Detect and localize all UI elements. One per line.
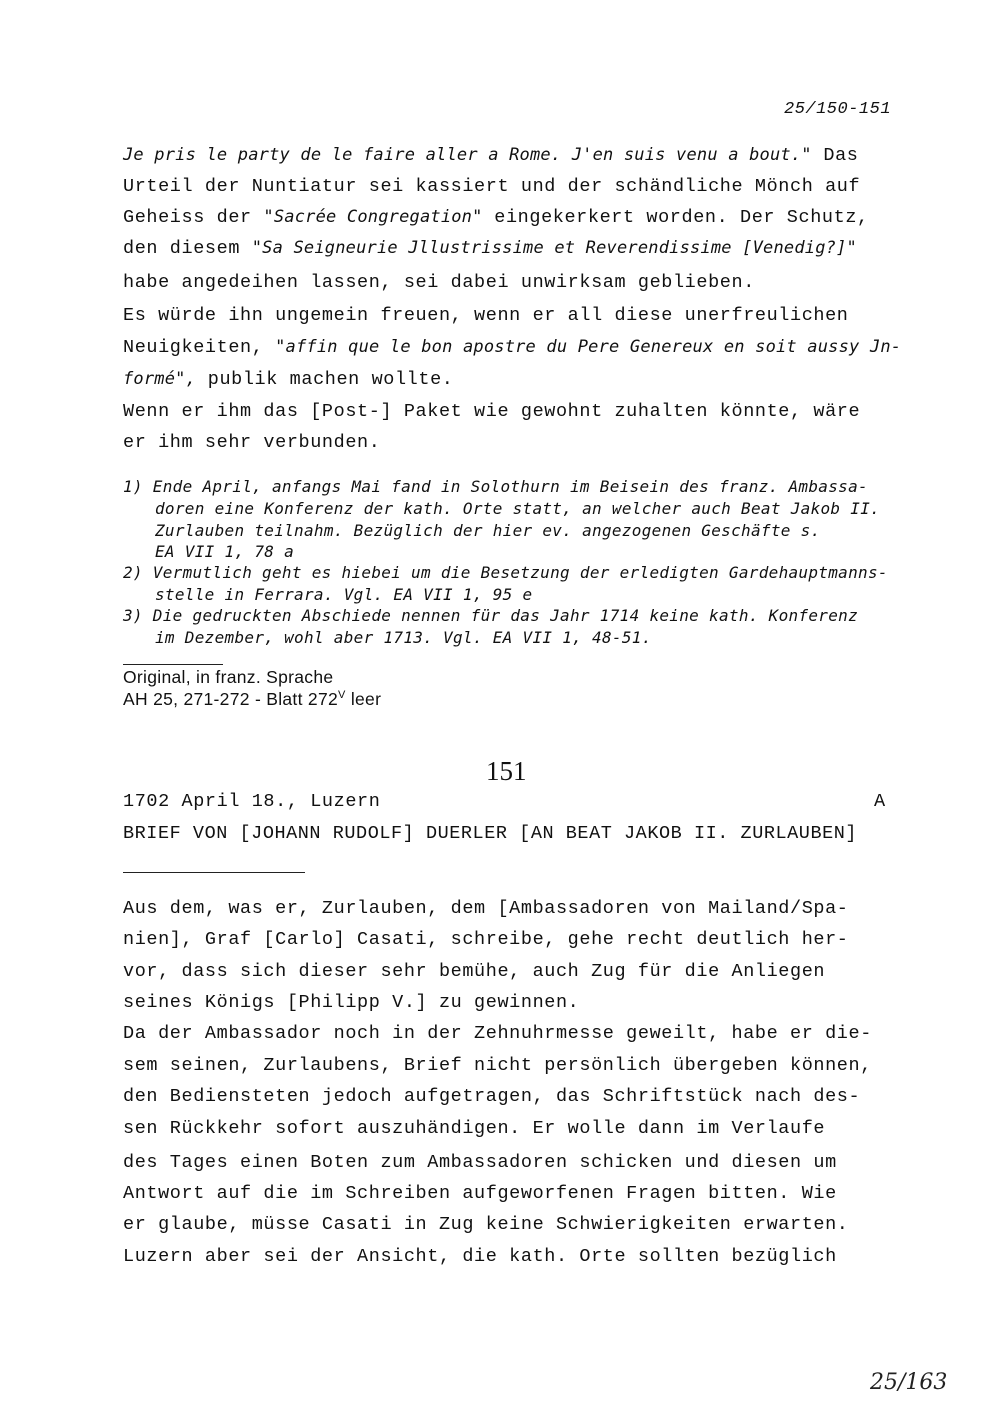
page-reference: 25/150-151 bbox=[784, 100, 892, 119]
footnote-3-cont: im Dezember, wohl aber 1713. Vgl. EA VII 1, 48-51. bbox=[155, 628, 652, 647]
footnote-2: 2) Vermutlich geht es hiebei um die Besetzung der erledigten Gardehauptmanns- bbox=[123, 563, 888, 582]
text-line: seines Königs [Philipp V.] zu gewinnen. bbox=[123, 992, 580, 1013]
letter-151-body bbox=[123, 0, 893, 1300]
document-type-code: A bbox=[874, 791, 886, 812]
text-line: des Tages einen Boten zum Ambassadoren schicken und diesen um bbox=[123, 1152, 837, 1173]
footnote-1-cont: doren eine Konferenz der kath. Orte statt, an welcher auch Beat Jakob II. bbox=[155, 499, 881, 518]
text-line: Je pris le party de le faire aller a Rome. J'en suis venu a bout." Das bbox=[123, 145, 859, 166]
text-line: sem seinen, Zurlaubens, Brief nicht persönlich übergeben können, bbox=[123, 1055, 872, 1076]
text-line: Urteil der Nuntiatur sei kassiert und der schändliche Mönch auf bbox=[123, 176, 861, 197]
text-line: Es würde ihn ungemein freuen, wenn er all diese unerfreulichen bbox=[123, 305, 849, 326]
text-line: Aus dem, was er, Zurlauben, dem [Ambassadoren von Mailand/Spa- bbox=[123, 898, 849, 919]
document-date-place: 1702 April 18., Luzern bbox=[123, 791, 381, 812]
text-line: Wenn er ihm das [Post-] Paket wie gewohnt zuhalten könnte, wäre bbox=[123, 401, 861, 422]
text-line: Da der Ambassador noch in der Zehnuhrmesse geweilt, habe er die- bbox=[123, 1023, 872, 1044]
footnote-1-cont: EA VII 1, 78 a bbox=[155, 542, 295, 561]
text-line: er glaube, müsse Casati in Zug keine Schwierigkeiten erwarten. bbox=[123, 1214, 849, 1235]
text-line: Luzern aber sei der Ansicht, die kath. Orte sollten bezüglich bbox=[123, 1246, 837, 1267]
text-line: nien], Graf [Carlo] Casati, schreibe, gehe recht deutlich her- bbox=[123, 929, 849, 950]
text-line: Antwort auf die im Schreiben aufgeworfenen Fragen bitten. Wie bbox=[123, 1183, 837, 1204]
footnote-1: 1) Ende April, anfangs Mai fand in Solothurn im Beisein des franz. Ambassa- bbox=[123, 477, 868, 496]
source-line: Original, in franz. Sprache bbox=[123, 667, 334, 687]
source-line: AH 25, 271-272 - Blatt $272^V$ leer bbox=[123, 689, 382, 709]
document-number: 151 bbox=[486, 756, 527, 786]
footnote-2-cont: stelle in Ferrara. Vgl. EA VII 1, 95 e bbox=[155, 585, 533, 604]
handwritten-page-note: 25/163 bbox=[870, 1370, 948, 1395]
footnote-1-cont: Zurlauben teilnahm. Bezüglich der hier ev. angezogenen Geschäfte s. bbox=[155, 521, 821, 540]
text-line: habe angedeihen lassen, sei dabei unwirksam geblieben. bbox=[123, 272, 755, 293]
text-line: den Bediensteten jedoch aufgetragen, das Schriftstück nach des- bbox=[123, 1086, 861, 1107]
text-line: er ihm sehr verbunden. bbox=[123, 432, 381, 453]
text-line: sen Rückkehr sofort auszuhändigen. Er wolle dann im Verlaufe bbox=[123, 1118, 826, 1139]
text-line: den diesem "Sa Seigneurie Jllustrissime et Reverendissime [Venedig?]" bbox=[123, 238, 857, 259]
text-line: formé", publik machen wollte. bbox=[123, 369, 454, 390]
text-line: vor, dass sich dieser sehr bemühe, auch Zug für die Anliegen bbox=[123, 961, 826, 982]
footnote-3: 3) Die gedruckten Abschiede nennen für das Jahr 1714 keine kath. Konferenz bbox=[123, 606, 859, 625]
text-line: Neuigkeiten, "affin que le bon apostre du Pere Genereux en soit aussy Jn- bbox=[123, 337, 902, 358]
text-line: Geheiss der "Sacrée Congregation" eingekerkert worden. Der Schutz, bbox=[123, 207, 869, 228]
document-title: BRIEF VON [JOHANN RUDOLF] DUERLER [AN BEAT JAKOB II. ZURLAUBEN] bbox=[123, 823, 858, 844]
